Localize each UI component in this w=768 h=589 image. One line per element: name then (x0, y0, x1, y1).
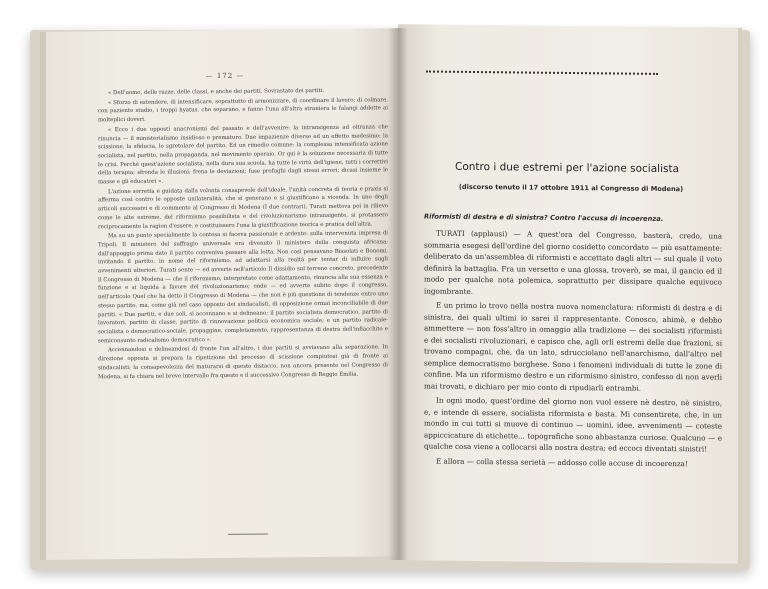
book-gutter (388, 28, 408, 560)
paragraph: TURATI (applausi) — A quest'ora del Congresso, basterà, credo, una sommaria esegesi dell'ordine del giorno cosidetto concordato — più esattamente: deliberato da un'assemblea di riformisti e accettato dagli altri — sul quale il voto definirà la battaglia. Fra un versetto e una glossa, troverò, se mai, il gancio ed il modo per qualche nota polemica, soprattutto per dissipare qualche equivoco ingombrante. (424, 228, 722, 296)
left-page (40, 28, 404, 560)
header-rule (426, 70, 658, 76)
paragraph: Ma su un punto specialmente la contesa si faceva passionale e ardente: sulla intervenuta impresa di Tripoli. Il ministero del suffragio universale era divenuto il ministero della conquista africana; dall'appoggio prima dato il partito conveniva passare alla lotta. Non così pensavano Bissolati e Bonomi, invitando il partito, in nome del riformismo, ad adattarsi alla realtà per tentar di influire sugli avvenimenti ulteriori. Turati sente — ed avverte nell'articolo Il dissidio sul terreno concreto, precedente il Congresso di Modena — che il riformismo, interpretato come adattamento, rinuncia alla sua essenza e funzione e si liquida a favore del rivoluzionarismo; onde — ed avverte subito dopo il congresso, nell'articolo Quel che ha detto il Congresso di Modena — che non è più questione di tendenze entro uno stesso partito, ma, come già nel caso opposto dei sindacalisti, di opposizione ormai inconciliabile di due partiti. « Due partiti, e due soli, si accennano e si delineano; il partito socialista democratico, partito di lavoratori, partito di classe, partito di rinnovazione politica economica sociale; e un partito radicale-socialista o democratico-sociale, propaggine, completamento, rappresentanza di destra dell'infiacchito e semiconsunto radicalismo democratico ». (98, 230, 388, 344)
paragraph: Accennandosi e delineandosi di fronte l'un all'altro, i due partiti si avviavano alla separazione. In direzione opposta si prepara la ripetizione del processo di scissione compiutosi già di fronte ai sindacalisti; la consapevolezza del maturarsi di questo distacco, non ancora presente nel Congresso di Modena, si fa chiara nel breve intervallo fra questo e il successivo Congresso di Reggio Emilia. (98, 344, 388, 380)
right-page (398, 24, 742, 564)
paragraph: L'azione sorretta e guidata dalla volontà consapevole dell'ideale, l'unità concreta di teoria e praxis si afferma così contro le opposte unilateralità, che si generano e si giustificano a vicenda. In uno degli articoli successivi e di commento al Congresso di Modena (I due contrari), Turati metteva poi in rilievo come le alte estreme, del riformismo possibilista e del rivoluzionarismo intransigente, si protassero reciprocamente la ragion d'essere, e costituissero l'una la giustificazione teorica e pratica dell'altra. (98, 185, 388, 230)
paragraph: E allora — colla stessa serietà — addosso colle accuse di incoerenza! (436, 456, 688, 468)
paragraph: E un primo lo trovo nella nostra nuova nomenclatura: riformisti di destra e di sinistra, dei quali ultimi io sarei il rappresentante. Conosco, ahimè, e debbo ammettere — non foss'altro in omaggio alla tradizione — dei socialisti riformisti e dei socialisti rivoluzionari, e capisco che, agli orli estremi delle due frazioni, si trovano compagni, che, da un lato, sdrucciolano nell'anarchismo, dall'altro nel semplice democratismo borghese. Sono i fenomeni individuali di tutte le zone di confine. Ma un riformismo destro e un riformismo sinistro, confesso di non averli mai trovati, e dichiaro per mio conto di ripudiarli entrambi. (424, 300, 722, 393)
paragraph: « Dell'uomo, delle razze, delle classi, e anche dei partiti. Sovrastato dei partiti. (108, 87, 325, 97)
chapter-subtitle: (discorso tenuto il 17 ottobre 1911 al Congresso di Modena) (458, 182, 684, 194)
paragraph: « Ecco i due opposti anacronismi del passato e dell'avvenire: la intransigenza ad oltranza che rinuncia — il ministerialismo insidioso e prematuro. Due impazienze diverse ed un effetto medesimo: la scissione, la sfiducia, lo sgretolare del partito. Ed un rimedio comune: la complessa intensificata azione socialista, nel partito, nella propaganda, nel movimento operaio. Or qui è la soluzione necessaria di tutte le crisi. Perchè quest'azione socialista, nella dura sua scuola, ha tutte le virtù dell'igiene, tutti i correttivi della terapia; sfronda le illusioni; frena le deviazioni; fuse profughi dagli stessi errori; dicasi insieme le masse e gli educatori ». (98, 124, 388, 186)
section-heading: Riformisti di destra e di sinistra? Contro l'accusa di incoerenza. (424, 212, 664, 223)
end-rule (228, 534, 268, 535)
page-number: — 172 — (205, 71, 245, 81)
right-page-body (424, 227, 722, 472)
paragraph: « Sforzo di estendere, di intensificare, soprattutto di armonizzare, di coordinare il lavoro; di colmare, con paziente studio, i troppi hyatus, che separano, e fanno l'una all'altra straniera le falangi addette ai molteplici doveri. (98, 96, 388, 124)
chapter-title: Contro i due estremi per l'azione socialista (454, 160, 680, 176)
left-page-body (98, 86, 388, 382)
paragraph: In ogni modo, quest'ordine del giorno non vuol essere nè destro, nè sinistro, e, e intende di essere, socialista riformista e basta. Mi consentirete, che, in un mondo in cui tutti si muove di continuo — uomini, idee, avvenimenti — coteste appiccicature di etichette... topografiche sono abbastanza curiose. Qualcuno — e qualche cosa viene a collocarsi alla nostra destra; ed eccoci diventati sinistri! (424, 395, 722, 454)
